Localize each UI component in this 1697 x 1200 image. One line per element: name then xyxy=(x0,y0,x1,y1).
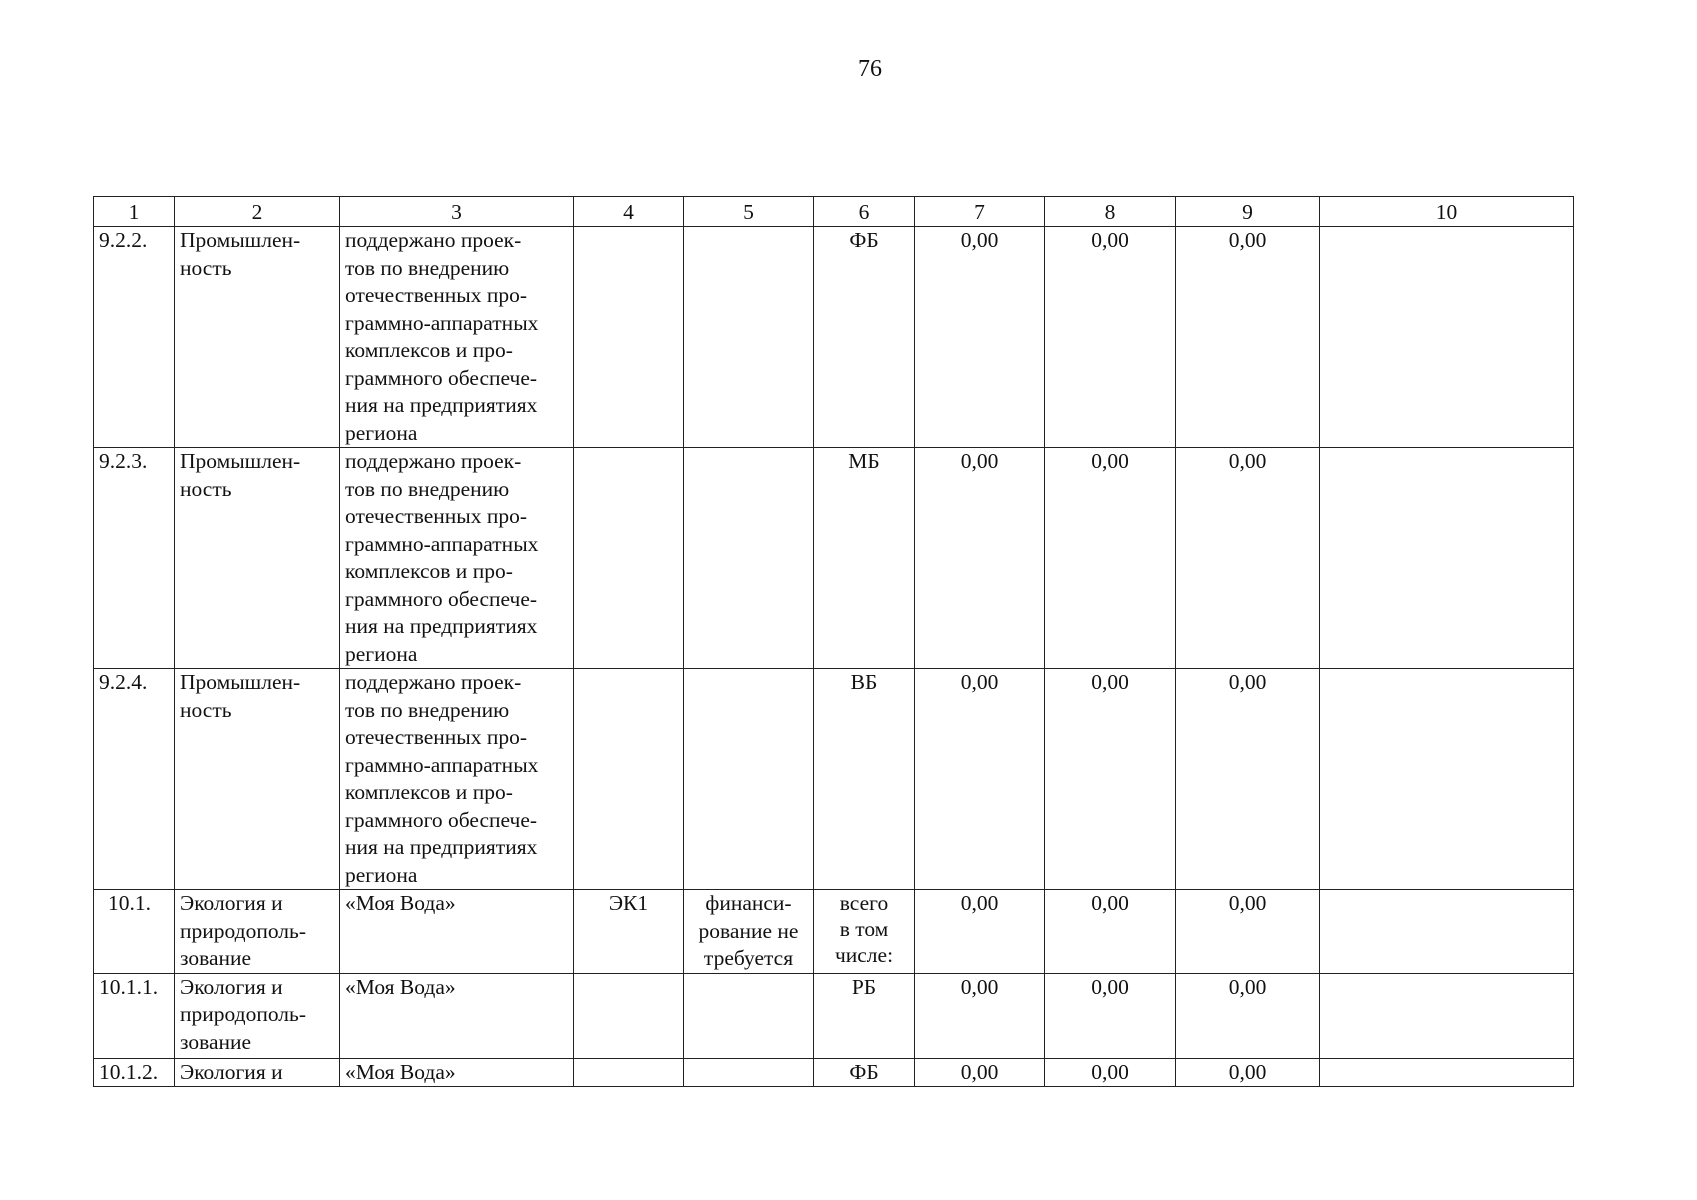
row-number: 10.1.1. xyxy=(94,973,175,1058)
sector-cell: Промышлен- ность xyxy=(175,669,340,890)
value-col9: 0,00 xyxy=(1176,448,1320,669)
value-col8: 0,00 xyxy=(1045,669,1176,890)
notes-cell xyxy=(1320,973,1574,1058)
financing-note-cell: финанси- рование не требуется xyxy=(684,890,814,974)
budget-source-cell: РБ xyxy=(814,973,915,1058)
code-cell xyxy=(574,448,684,669)
value-col9: 0,00 xyxy=(1176,669,1320,890)
description-cell: «Моя Вода» xyxy=(340,973,574,1058)
sector-cell: Промышлен- ность xyxy=(175,227,340,448)
value-col7: 0,00 xyxy=(915,890,1045,974)
description-cell: поддержано проек- тов по внедрению отечественных про- граммно-аппаратных комплексов и про- граммного обеспече- ния на предприятиях региона xyxy=(340,669,574,890)
notes-cell xyxy=(1320,890,1574,974)
header-row xyxy=(94,197,1574,227)
financing-table xyxy=(93,196,1574,1087)
col-header-4: 4 xyxy=(574,197,684,227)
description-cell: «Моя Вода» xyxy=(340,890,574,974)
code-cell xyxy=(574,973,684,1058)
col-header-8: 8 xyxy=(1045,197,1176,227)
table-row xyxy=(94,448,1574,669)
notes-cell xyxy=(1320,1058,1574,1087)
notes-cell xyxy=(1320,669,1574,890)
col-header-1: 1 xyxy=(94,197,175,227)
col-header-10: 10 xyxy=(1320,197,1574,227)
table-row xyxy=(94,227,1574,448)
value-col7: 0,00 xyxy=(915,973,1045,1058)
code-cell: ЭК1 xyxy=(574,890,684,974)
sector-cell: Экология и xyxy=(175,1058,340,1087)
sector-cell: Промышлен- ность xyxy=(175,448,340,669)
sector-cell: Экология и природополь- зование xyxy=(175,973,340,1058)
sector-cell: Экология и природополь- зование xyxy=(175,890,340,974)
notes-cell xyxy=(1320,448,1574,669)
description-cell: поддержано проек- тов по внедрению отечественных про- граммно-аппаратных комплексов и про- граммного обеспече- ния на предприятиях региона xyxy=(340,448,574,669)
col-header-7: 7 xyxy=(915,197,1045,227)
value-col9: 0,00 xyxy=(1176,227,1320,448)
financing-note-cell xyxy=(684,973,814,1058)
table-row xyxy=(94,973,1574,1058)
table-row xyxy=(94,1058,1574,1087)
value-col7: 0,00 xyxy=(915,669,1045,890)
budget-source-cell: ВБ xyxy=(814,669,915,890)
value-col7: 0,00 xyxy=(915,448,1045,669)
row-number: 10.1. xyxy=(94,890,175,974)
row-number: 9.2.2. xyxy=(94,227,175,448)
budget-source-cell: ФБ xyxy=(814,1058,915,1087)
notes-cell xyxy=(1320,227,1574,448)
row-number: 10.1.2. xyxy=(94,1058,175,1087)
code-cell xyxy=(574,1058,684,1087)
financing-note-cell xyxy=(684,669,814,890)
value-col8: 0,00 xyxy=(1045,448,1176,669)
table-row xyxy=(94,890,1574,974)
row-number: 9.2.4. xyxy=(94,669,175,890)
description-cell: «Моя Вода» xyxy=(340,1058,574,1087)
value-col9: 0,00 xyxy=(1176,973,1320,1058)
budget-source-cell: МБ xyxy=(814,448,915,669)
value-col7: 0,00 xyxy=(915,227,1045,448)
col-header-3: 3 xyxy=(340,197,574,227)
value-col8: 0,00 xyxy=(1045,890,1176,974)
row-number: 9.2.3. xyxy=(94,448,175,669)
value-col9: 0,00 xyxy=(1176,1058,1320,1087)
value-col8: 0,00 xyxy=(1045,227,1176,448)
financing-note-cell xyxy=(684,448,814,669)
page-number: 76 xyxy=(858,56,882,82)
value-col9: 0,00 xyxy=(1176,890,1320,974)
financing-note-cell xyxy=(684,1058,814,1087)
col-header-5: 5 xyxy=(684,197,814,227)
budget-source-cell: ФБ xyxy=(814,227,915,448)
col-header-6: 6 xyxy=(814,197,915,227)
description-cell: поддержано проек- тов по внедрению отечественных про- граммно-аппаратных комплексов и про- граммного обеспече- ния на предприятиях региона xyxy=(340,227,574,448)
budget-source-cell: всего в том числе: xyxy=(814,890,915,974)
col-header-9: 9 xyxy=(1176,197,1320,227)
col-header-2: 2 xyxy=(175,197,340,227)
value-col8: 0,00 xyxy=(1045,973,1176,1058)
value-col7: 0,00 xyxy=(915,1058,1045,1087)
code-cell xyxy=(574,227,684,448)
table-row xyxy=(94,669,1574,890)
financing-note-cell xyxy=(684,227,814,448)
value-col8: 0,00 xyxy=(1045,1058,1176,1087)
code-cell xyxy=(574,669,684,890)
